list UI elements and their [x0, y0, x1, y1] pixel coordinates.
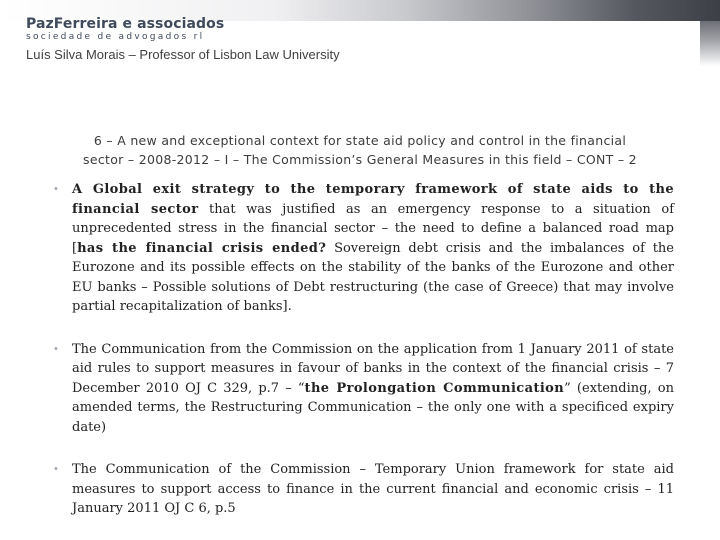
bullet-dot-icon: •	[53, 343, 59, 355]
slide-title	[50, 131, 670, 169]
header-accent-bar	[700, 21, 720, 66]
bullet-item-temporary-framework	[52, 460, 674, 519]
bullet-text: ” (extending, on amended terms, the Restructuring Communication – the only one with a specificed expiry date)	[72, 380, 674, 435]
slide-title-line-2: sector – 2008-2012 – I – The Commission’s General Measures in this field – CONT – 2	[83, 152, 637, 167]
bullet-dot-icon: •	[53, 184, 59, 195]
logo-name: PazFerreira e associados	[26, 16, 225, 32]
bullet-list	[52, 180, 674, 519]
author-line: Luís Silva Morais – Professor of Lisbon Law University	[26, 47, 340, 62]
bullet-text: The Communication from the Commission on the application from 1 January 2011 of state aid rules to support measures in favour of banks in the context of the financial crisis – 7 December 2010 OJ C 329, p.7 – “	[72, 341, 674, 396]
bullet-bold-term: the Prolongation Communication	[304, 380, 565, 396]
bullet-text: The Communication of the Commission – Temporary Union framework for state aid measures to support access to finance in the current financial and economic crisis – 11 January 2011 OJ C 6, p.5	[72, 462, 674, 516]
firm-logo	[26, 16, 225, 42]
logo-subtitle: sociedade de advogados rl	[26, 32, 205, 42]
bullet-item-exit-strategy	[52, 180, 674, 317]
bullet-dot-icon: •	[53, 464, 59, 475]
bullet-item-prolongation-communication	[52, 340, 674, 438]
bullet-text: Sovereign debt crisis and the imbalances of the Eurozone and its possible effects on the stability of the banks of the Eurozone and other EU banks – Possible solutions of Debt restructuring (the case of Greece) that may involve partial recapitalization of banks].	[72, 240, 674, 314]
bullet-bold-question: has the financial crisis ended?	[77, 240, 327, 256]
bullet-text: that was justified as an emergency response to a situation of unprecedented stress in the financial sector – the need to define a balanced road map [	[72, 201, 675, 256]
bullet-bold-heading: A Global exit strategy to the temporary framework of state aids to the financial sector	[72, 182, 674, 217]
slide-title-line-1: 6 – A new and exceptional context for state aid policy and control in the financial	[93, 133, 627, 148]
